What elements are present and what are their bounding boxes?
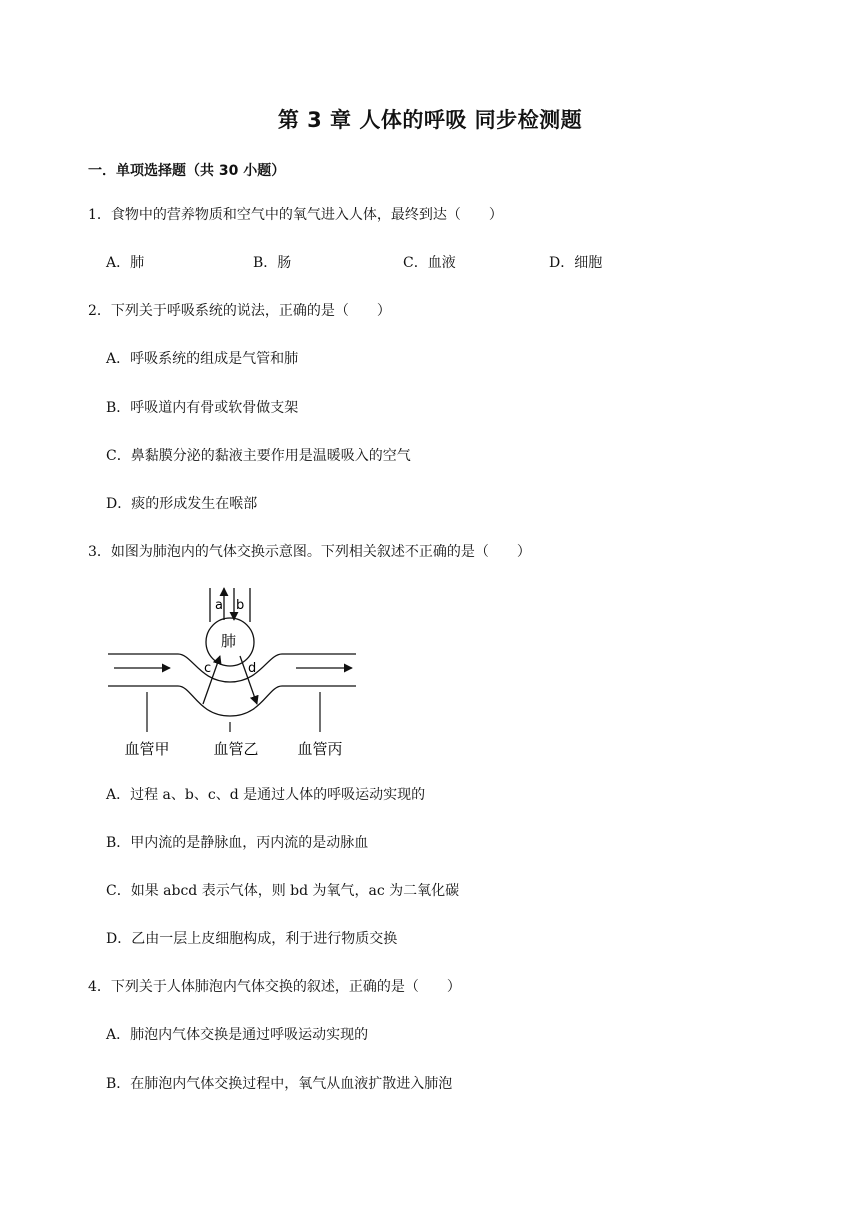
question-2-option-a: A．呼吸系统的组成是气管和肺	[106, 351, 299, 367]
question-4-stem: 4．下列关于人体肺泡内气体交换的叙述，正确的是（ ）	[88, 979, 461, 995]
question-2-option-b: B．呼吸道内有骨或软骨做支架	[106, 400, 299, 416]
question-3-stem: 3．如图为肺泡内的气体交换示意图。下列相关叙述不正确的是（ ）	[88, 544, 531, 560]
question-1-option-d: D．细胞	[549, 255, 603, 271]
question-4-option-a: A．肺泡内气体交换是通过呼吸运动实现的	[106, 1027, 369, 1043]
question-3-option-d: D．乙由一层上皮细胞构成，利于进行物质交换	[106, 931, 398, 947]
vessel-label-yi: 血管乙	[213, 740, 259, 758]
label-d: d	[248, 661, 257, 676]
section-heading: 一．单项选择题（共 30 小题）	[88, 163, 286, 179]
label-a: a	[215, 598, 223, 613]
question-3-option-b: B．甲内流的是静脉血，丙内流的是动脉血	[106, 835, 369, 851]
label-b: b	[236, 598, 245, 613]
alveolus-label: 肺	[221, 632, 237, 650]
question-1-option-c: C．血液	[403, 255, 456, 271]
question-2-option-c: C．鼻黏膜分泌的黏液主要作用是温暖吸入的空气	[106, 448, 411, 464]
question-2-stem: 2．下列关于呼吸系统的说法，正确的是（ ）	[88, 303, 391, 319]
vessel-lower-wall	[108, 686, 356, 716]
question-1-option-b: B．肠	[253, 255, 292, 271]
vessel-label-bing: 血管丙	[297, 740, 343, 758]
alveolus-gas-exchange-diagram	[100, 582, 370, 762]
question-2-option-d: D．痰的形成发生在喉部	[106, 496, 258, 512]
vessel-label-jia: 血管甲	[124, 740, 170, 758]
question-4-option-b: B．在肺泡内气体交换过程中，氧气从血液扩散进入肺泡	[106, 1076, 453, 1092]
question-1-stem: 1．食物中的营养物质和空气中的氧气进入人体，最终到达（ ）	[88, 207, 503, 223]
question-3-option-a: A．过程 a、b、c、d 是通过人体的呼吸运动实现的	[106, 787, 426, 803]
document-title: 第 3 章 人体的呼吸 同步检测题	[277, 108, 583, 132]
question-3-option-c: C．如果 abcd 表示气体，则 bd 为氧气，ac 为二氧化碳	[106, 883, 460, 899]
label-c: c	[204, 661, 212, 676]
question-1-option-a: A．肺	[106, 255, 145, 271]
